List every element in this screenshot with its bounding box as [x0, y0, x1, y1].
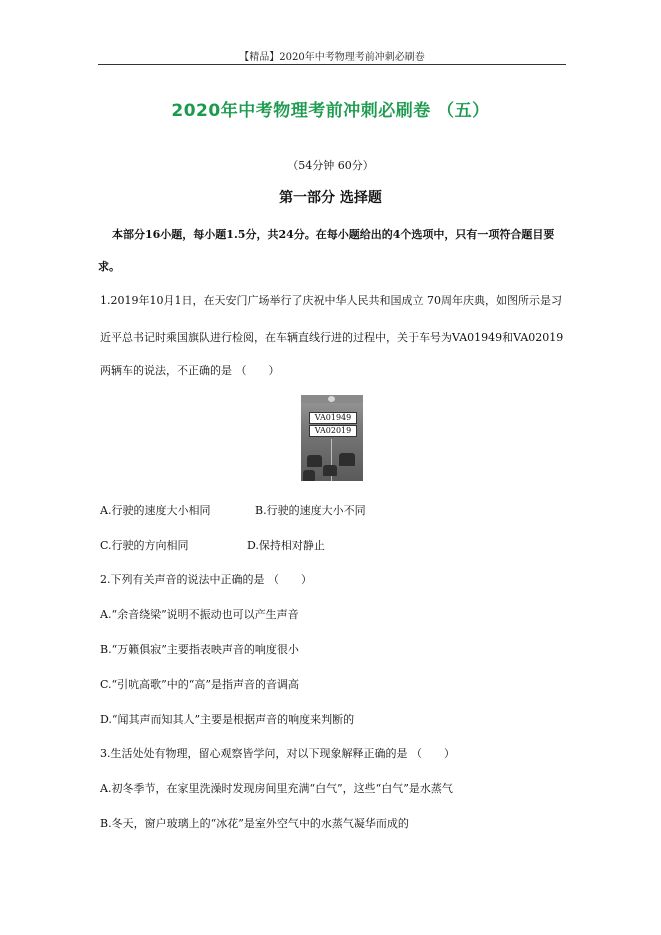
- section-title: 第一部分 选择题: [279, 190, 382, 206]
- plate-label-1: VA01949: [309, 412, 357, 424]
- emblem-icon: [328, 396, 335, 402]
- question-3-stem: 3.生活处处有物理，留心观察皆学问，对以下现象解释正确的是 （ ）: [100, 747, 455, 760]
- parade-vehicles-photo: [301, 395, 363, 481]
- time-and-score: （54分钟 60分）: [287, 159, 374, 172]
- vehicle-shape: [307, 455, 322, 467]
- question-2-stem: 2.下列有关声音的说法中正确的是 （ ）: [100, 573, 312, 586]
- vehicle-shape: [323, 465, 337, 476]
- question-2-option-c: C.“引吭高歌”中的“高”是指声音的音调高: [100, 678, 300, 691]
- question-1-line-2: 近平总书记时乘国旗队进行检阅，在车辆直线行进的过程中，关于车号为VA01949和VA02019: [100, 331, 564, 344]
- question-1-option-d: D.保持相对静止: [247, 539, 325, 552]
- vehicle-shape: [339, 453, 355, 466]
- vehicle-shape: [303, 470, 315, 481]
- header-divider: [98, 64, 566, 65]
- question-3-option-a: A.初冬季节，在家里洗澡时发现房间里充满“白气”，这些“白气”是水蒸气: [100, 782, 453, 795]
- question-1-line-1: 1.2019年10月1日，在天安门广场举行了庆祝中华人民共和国成立 70周年庆典，如图所示是习: [100, 294, 562, 307]
- question-2-option-a: A.“余音绕梁”说明不振动也可以产生声音: [100, 608, 299, 621]
- question-3-option-b: B.冬天，窗户玻璃上的“冰花”是室外空气中的水蒸气凝华而成的: [100, 817, 409, 830]
- instructions-line-1: 本部分16小题，每小题1.5分，共24分。在每小题给出的4个选项中，只有一项符合题目要: [112, 228, 555, 241]
- question-1-option-b: B.行驶的速度大小不同: [255, 504, 366, 517]
- exam-title: 2020年中考物理考前冲刺必刷卷 （五）: [171, 101, 490, 121]
- question-2-option-d: D.“闻其声而知其人”主要是根据声音的响度来判断的: [100, 713, 355, 726]
- question-1-line-3: 两辆车的说法，不正确的是 （ ）: [100, 364, 280, 377]
- question-1-option-a: A.行驶的速度大小相同: [100, 504, 211, 517]
- instructions-line-2: 求。: [98, 260, 120, 273]
- question-2-option-b: B.“万籁俱寂”主要指表映声音的响度很小: [100, 643, 299, 656]
- page-header: 【精品】2020年中考物理考前冲刺必刷卷: [239, 52, 425, 63]
- question-1-option-c: C.行驶的方向相同: [100, 539, 189, 552]
- plate-label-2: VA02019: [309, 425, 357, 437]
